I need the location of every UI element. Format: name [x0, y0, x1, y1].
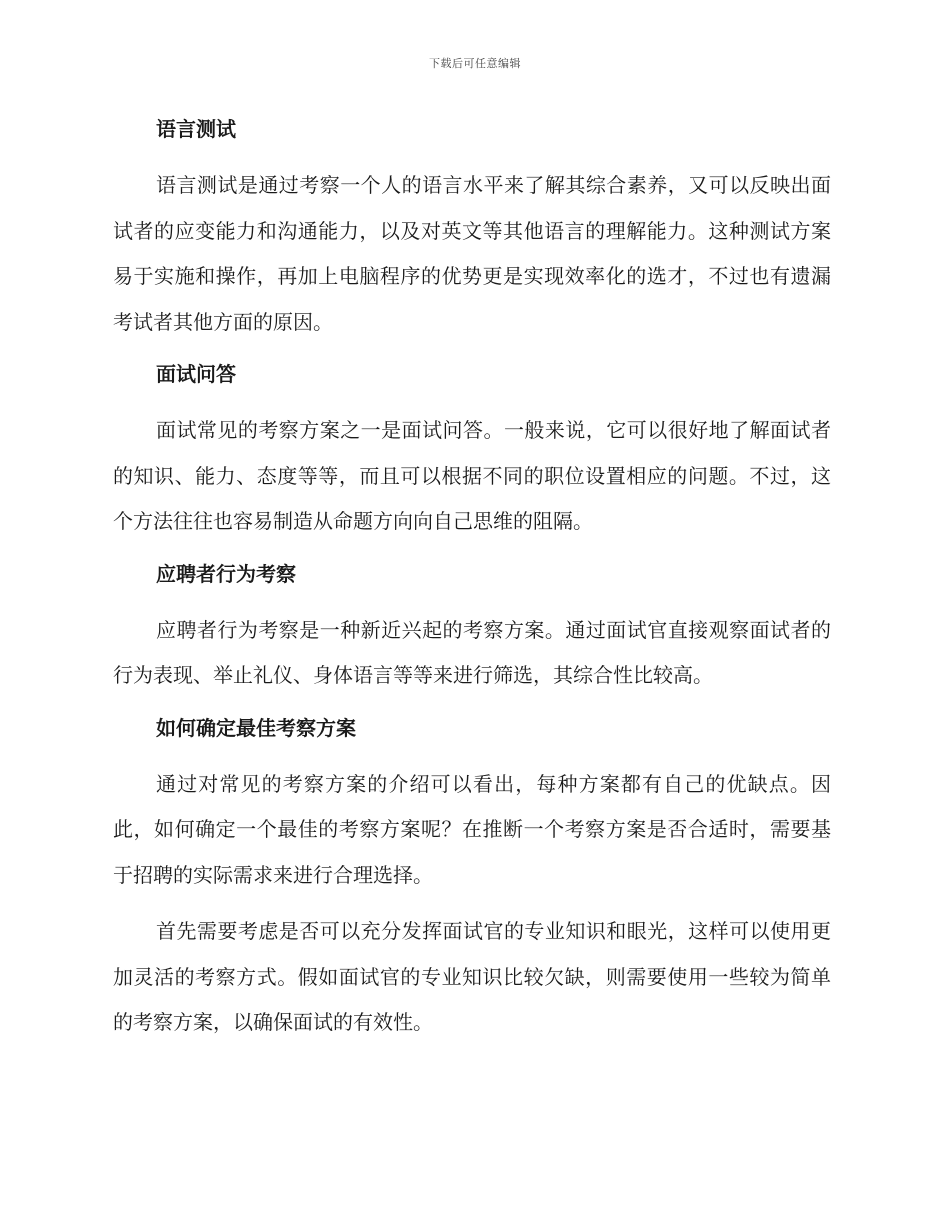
header-note: 下载后可任意编辑: [429, 57, 521, 70]
section-heading: 如何确定最佳考察方案: [156, 715, 356, 740]
document-body: [113, 111, 831, 1046]
section-paragraph: 首先需要考虑是否可以充分发挥面试官的专业知识和眼光，这样可以使用更加灵活的考察方式。假如面试官的专业知识比较欠缺，则需要使用一些较为简单的考察方案，以确保面试的有效性。: [113, 919, 831, 1034]
section-paragraph: 应聘者行为考察是一种新近兴起的考察方案。通过面试官直接观察面试者的行为表现、举止礼仪、身体语言等等来进行筛选，其综合性比较高。: [113, 617, 831, 687]
section-paragraph: 语言测试是通过考察一个人的语言水平来了解其综合素养，又可以反映出面试者的应变能力和沟通能力，以及对英文等其他语言的理解能力。这种测试方案易于实施和操作，再加上电脑程序的优势更是实现效率化的选才，不过也有遗漏考试者其他方面的原因。: [113, 173, 831, 334]
section-heading: 语言测试: [156, 117, 236, 141]
section-heading: 面试问答: [156, 362, 236, 386]
section-heading: 应聘者行为考察: [156, 561, 296, 586]
section-paragraph: 通过对常见的考察方案的介绍可以看出，每种方案都有自己的优缺点。因此，如何确定一个最佳的考察方案呢？在推断一个考察方案是否合适时，需要基于招聘的实际需求来进行合理选择。: [113, 771, 831, 887]
section-paragraph: 面试常见的考察方案之一是面试问答。一般来说，它可以很好地了解面试者的知识、能力、态度等等，而且可以根据不同的职位设置相应的问题。不过，这个方法往往也容易制造从命题方向向自己思维的阻隔。: [113, 418, 831, 533]
